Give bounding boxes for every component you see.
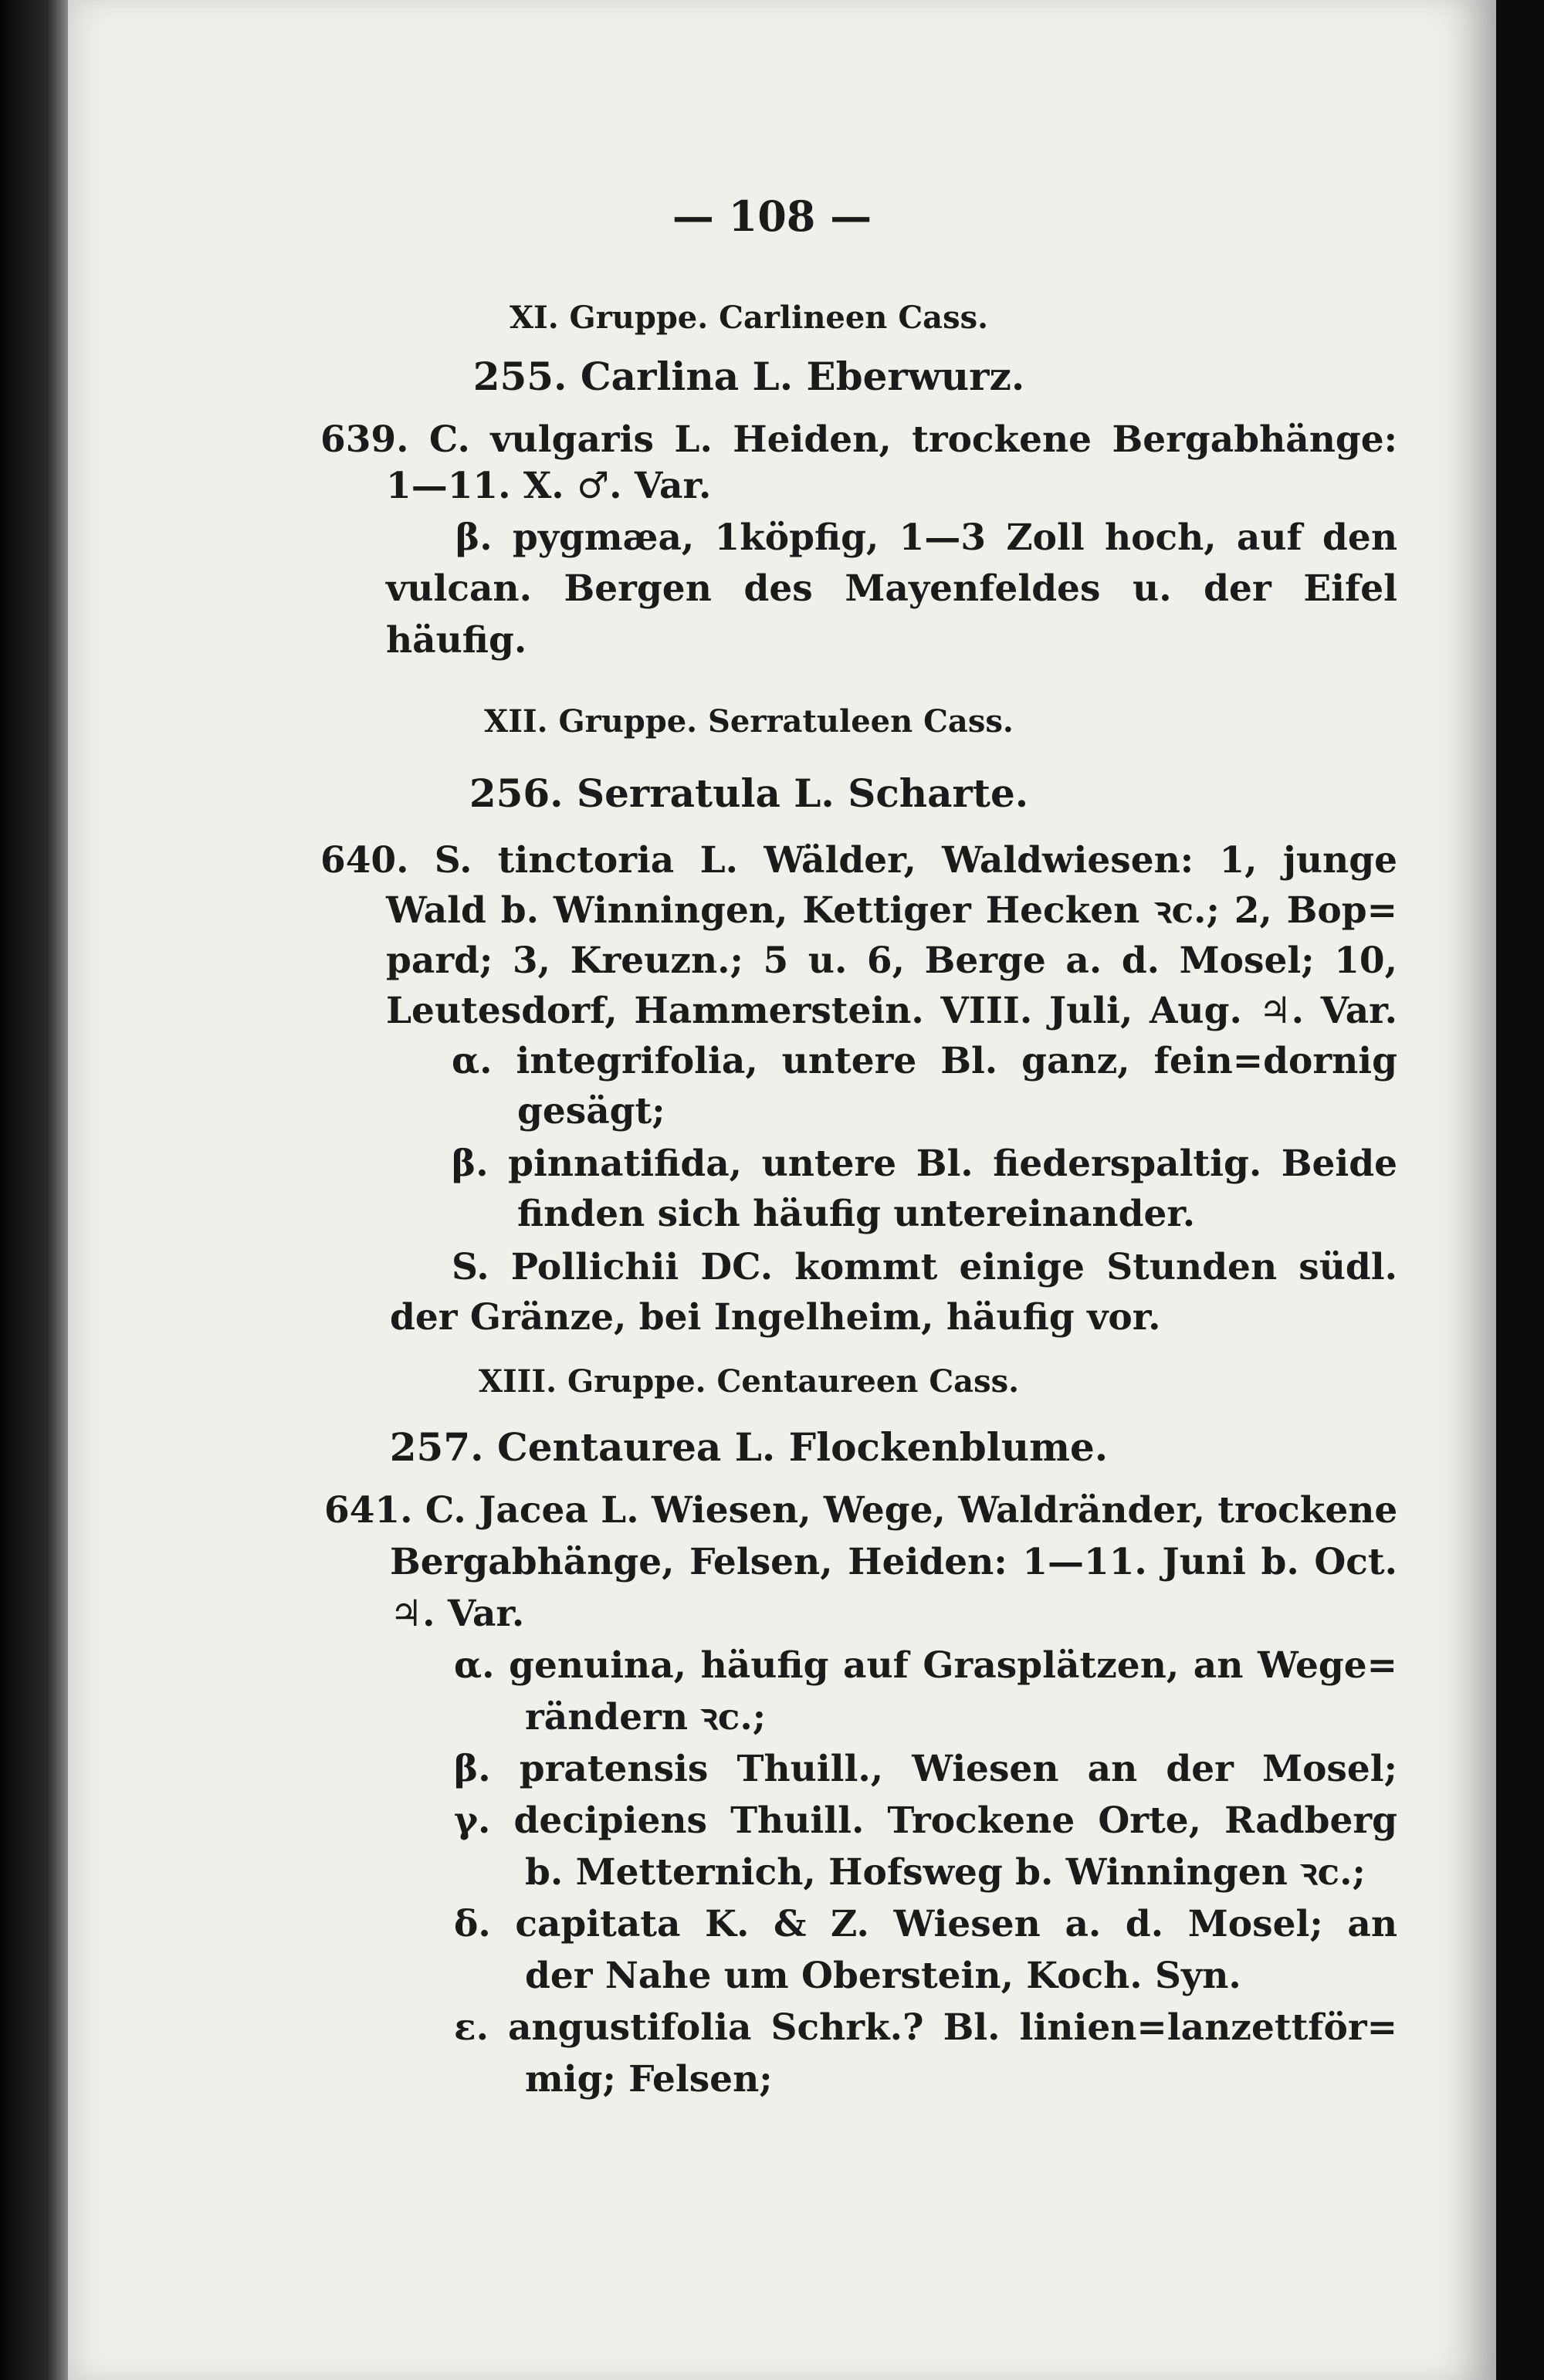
- entry-641-line6: β. pratensis Thuill., Wiesen an der Mosel;: [454, 1748, 1397, 1790]
- group-heading-xiii: XIII. Gruppe. Centaureen Cass.: [478, 1363, 1020, 1400]
- entry-640-line3: pard; 3, Kreuzn.; 5 u. 6, Berge a. d. Mosel; 10,: [386, 939, 1397, 982]
- entry-639-line1: 639. C. vulgaris L. Heiden, trockene Bergabhänge:: [320, 418, 1397, 461]
- entry-641-line2: Bergabhänge, Felsen, Heiden: 1—11. Juni b. Oct.: [390, 1541, 1397, 1583]
- entry-640-line9: S. Pollichii DC. kommt einige Stunden südl.: [452, 1246, 1397, 1288]
- entry-640-line8: finden sich häufig untereinander.: [517, 1193, 1196, 1235]
- page-number: — 108 —: [672, 191, 872, 241]
- genus-heading-serratula: 256. Serratula L. Scharte.: [469, 770, 1029, 816]
- entry-641-line4: α. genuina, häufig auf Grasplätzen, an Wege=: [454, 1644, 1397, 1687]
- entry-641-line7: γ. decipiens Thuill. Trockene Orte, Radberg: [454, 1799, 1397, 1842]
- right-gutter: [1496, 0, 1544, 2380]
- entry-641-line1: 641. C. Jacea L. Wiesen, Wege, Waldränder, trockene: [324, 1489, 1398, 1532]
- entry-640-line4: Leutesdorf, Hammerstein. VIII. Juli, Aug. ♃. Var.: [386, 990, 1397, 1032]
- entry-640-line5: α. integrifolia, untere Bl. ganz, fein=dornig: [452, 1040, 1397, 1082]
- group-heading-xii: XII. Gruppe. Serratuleen Cass.: [484, 703, 1014, 740]
- entry-641-line5: rändern ꝛc.;: [525, 1696, 767, 1738]
- entry-641-line10: der Nahe um Oberstein, Koch. Syn.: [525, 1955, 1241, 1997]
- genus-heading-centaurea: 257. Centaurea L. Flockenblume.: [389, 1424, 1109, 1470]
- entry-641-line9: δ. capitata K. & Z. Wiesen a. d. Mosel; an: [454, 1903, 1397, 1945]
- group-heading-xi: XI. Gruppe. Carlineen Cass.: [509, 300, 989, 336]
- book-spine-shadow: [0, 0, 68, 2380]
- entry-640-line2: Wald b. Winningen, Kettiger Hecken ꝛc.; 2, Bop=: [386, 889, 1397, 932]
- entry-639-line4: vulcan. Bergen des Mayenfeldes u. der Eifel: [386, 567, 1397, 610]
- entry-639-line3: β. pygmæa, 1köpfig, 1—3 Zoll hoch, auf den: [455, 516, 1397, 559]
- entry-640-line10: der Gränze, bei Ingelheim, häufig vor.: [390, 1296, 1161, 1339]
- genus-heading-carlina: 255. Carlina L. Eberwurz.: [472, 354, 1025, 399]
- entry-641-line3: ♃. Var.: [390, 1593, 525, 1635]
- entry-640-line7: β. pinnatifida, untere Bl. fiederspaltig. Beide: [452, 1143, 1397, 1185]
- entry-641-line8: b. Metternich, Hofsweg b. Winningen ꝛc.;: [525, 1851, 1366, 1894]
- entry-641-line12: mig; Felsen;: [525, 2058, 773, 2101]
- entry-641-line11: ε. angustifolia Schrk.? Bl. linien=lanzettför=: [454, 2006, 1397, 2049]
- entry-640-line6: gesägt;: [517, 1090, 665, 1132]
- entry-640-line1: 640. S. tinctoria L. Wälder, Waldwiesen: 1, junge: [320, 839, 1397, 882]
- entry-639-line5: häufig.: [386, 619, 527, 662]
- entry-639-line2: 1—11. X. ♂. Var.: [386, 465, 712, 507]
